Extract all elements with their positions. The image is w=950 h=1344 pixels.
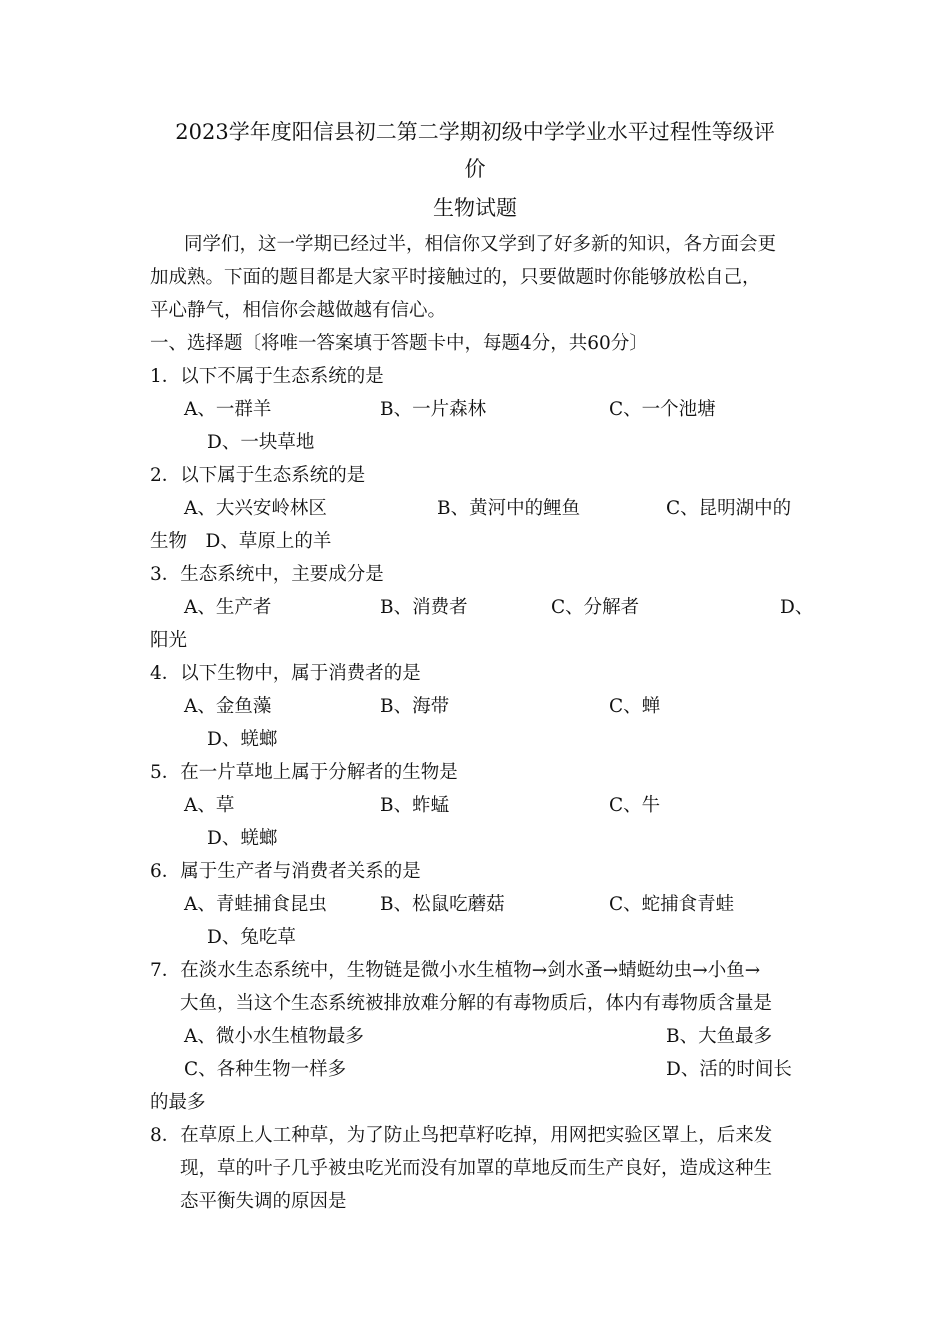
option-c: C、一个池塘 <box>609 399 716 420</box>
option-wrap-line: 阳光 <box>150 630 188 651</box>
question-stem-continued: 现，草的叶子几乎被虫吃光而没有加罩的草地反而生产良好，造成这种生 <box>180 1158 773 1179</box>
option-c: C、牛 <box>609 795 661 816</box>
option-b: B、一片森林 <box>380 399 487 420</box>
option-c: C、分解者 <box>551 597 640 618</box>
exam-subtitle: 生物试题 <box>433 196 517 220</box>
option-d: D、兔吃草 <box>207 927 296 948</box>
option-d: D、 <box>780 597 814 618</box>
option-b: B、海带 <box>380 696 450 717</box>
intro-line-3: 平心静气，相信你会越做越有信心。 <box>150 300 447 321</box>
option-d: D、蜣螂 <box>207 828 278 849</box>
option-c: C、蛇捕食青蛙 <box>609 894 735 915</box>
option-d: D、一块草地 <box>207 432 315 453</box>
option-b: B、蚱蜢 <box>380 795 450 816</box>
question-stem: 7．在淡水生态系统中，生物链是微小水生植物→剑水蚤→蜻蜓幼虫→小鱼→ <box>150 960 761 981</box>
option-wrap-line: 的最多 <box>150 1092 206 1113</box>
option-c: C、昆明湖中的 <box>666 498 792 519</box>
option-a: A、微小水生植物最多 <box>184 1026 364 1047</box>
option-b: B、大鱼最多 <box>666 1026 773 1047</box>
question-stem-continued: 态平衡失调的原因是 <box>180 1191 347 1212</box>
option-d: D、活的时间长 <box>666 1059 792 1080</box>
option-a: A、大兴安岭林区 <box>184 498 327 519</box>
question-stem: 2．以下属于生态系统的是 <box>150 465 366 486</box>
question-stem: 8．在草原上人工种草，为了防止鸟把草籽吃掉，用网把实验区罩上，后来发 <box>150 1125 773 1146</box>
intro-line-2: 加成熟。下面的题目都是大家平时接触过的，只要做题时你能够放松自己， <box>150 267 761 288</box>
option-a: A、金鱼藻 <box>184 696 272 717</box>
question-stem: 6．属于生产者与消费者关系的是 <box>150 861 421 882</box>
question-stem: 1．以下不属于生态系统的是 <box>150 366 384 387</box>
question-stem: 5．在一片草地上属于分解者的生物是 <box>150 762 458 783</box>
intro-line-1: 同学们，这一学期已经过半，相信你又学到了好多新的知识，各方面会更 <box>184 234 777 255</box>
option-b: B、松鼠吃蘑菇 <box>380 894 505 915</box>
section-heading: 一、选择题〔将唯一答案填于答题卡中，每题4分，共60分〕 <box>150 333 648 354</box>
option-wrap-line: 生物 D、草原上的羊 <box>150 531 332 552</box>
option-c: C、各种生物一样多 <box>184 1059 347 1080</box>
option-c: C、蝉 <box>609 696 661 717</box>
option-a: A、生产者 <box>184 597 272 618</box>
option-b: B、消费者 <box>380 597 468 618</box>
option-d: D、蜣螂 <box>207 729 278 750</box>
option-a: A、青蛙捕食昆虫 <box>184 894 327 915</box>
question-stem: 3．生态系统中，主要成分是 <box>150 564 384 585</box>
exam-title-line1: 2023学年度阳信县初二第二学期初级中学学业水平过程性等级评 <box>175 120 775 144</box>
question-stem-continued: 大鱼，当这个生态系统被排放难分解的有毒物质后，体内有毒物质含量是 <box>180 993 773 1014</box>
option-b: B、黄河中的鲤鱼 <box>437 498 581 519</box>
question-stem: 4．以下生物中，属于消费者的是 <box>150 663 421 684</box>
exam-title-line2: 价 <box>464 157 486 181</box>
option-a: A、草 <box>184 795 235 816</box>
option-a: A、一群羊 <box>184 399 272 420</box>
